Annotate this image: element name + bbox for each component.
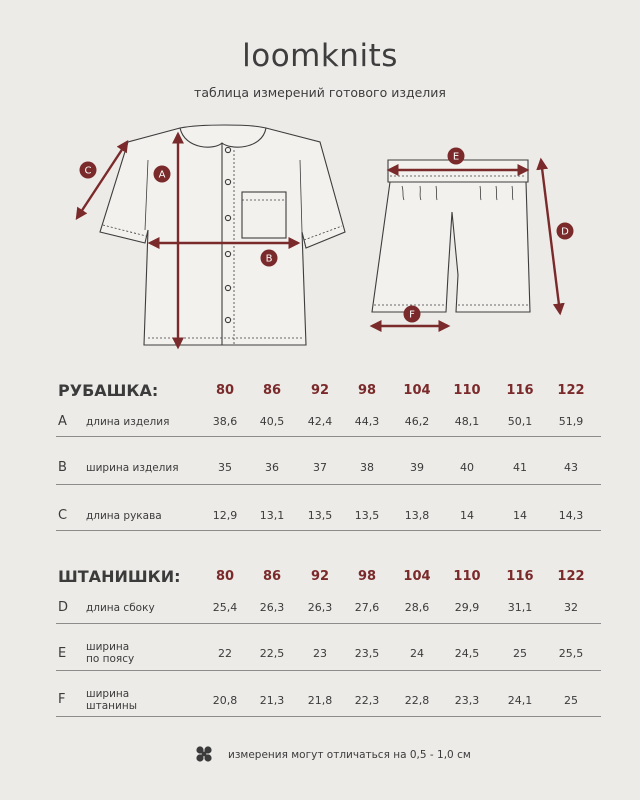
table-cell: 14,3 [558,509,584,522]
table-cell: 13,5 [354,509,380,522]
table-cell: 22,8 [404,694,430,707]
row-divider [56,670,601,671]
table-cell: 38 [360,461,374,474]
table-cell: 42,4 [307,415,333,428]
table-cell: 20,8 [212,694,238,707]
table-cell: 44,3 [354,415,380,428]
row-letter: B [58,460,67,475]
table-cell: 14 [513,509,527,522]
table-cell: 13,8 [404,509,430,522]
table-cell: 31,1 [507,601,533,614]
table-cell: 24,1 [507,694,533,707]
marker-c [80,162,97,179]
table-cell: 25,5 [558,647,584,660]
row-divider [56,716,601,717]
table-cell: 32 [564,601,578,614]
row-letter: F [58,692,66,707]
table-cell: 25,4 [212,601,238,614]
table-cell: 12,9 [212,509,238,522]
marker-d [557,223,574,240]
size-header: 116 [506,383,534,398]
row-label: длина сбоку [86,602,155,614]
table-cell: 24 [410,647,424,660]
footnote: измерения могут отличаться на 0,5 - 1,0 см [228,749,471,761]
row-divider [56,436,601,437]
svg-text:F: F [409,309,415,321]
brand-logo: loomknits [242,38,398,74]
table-cell: 36 [265,461,279,474]
size-header: 122 [557,569,585,584]
table-cell: 22 [218,647,232,660]
size-header: 122 [557,383,585,398]
marker-e [448,148,465,165]
row-letter: C [58,508,68,523]
shorts-drawing [372,160,530,312]
row-label: ширина [86,641,130,653]
size-header: 80 [215,569,235,584]
table-cell: 46,2 [404,415,430,428]
table-cell: 21,3 [259,694,285,707]
table-cell: 26,3 [307,601,333,614]
garment-illustration [0,110,640,360]
size-header: 98 [357,383,377,398]
table-cell: 21,8 [307,694,333,707]
row-divider [56,623,601,624]
table-cell: 28,6 [404,601,430,614]
table-cell: 51,9 [558,415,584,428]
table-cell: 40 [460,461,474,474]
size-header: 110 [453,383,481,398]
shirt-section-title: РУБАШКА: [58,381,159,400]
marker-f [404,306,421,323]
row-divider [56,530,601,531]
row-label: ширина [86,688,130,700]
table-cell: 25 [513,647,527,660]
pants-section-title: ШТАНИШКИ: [58,567,181,586]
table-cell: 27,6 [354,601,380,614]
table-cell: 13,5 [307,509,333,522]
svg-text:D: D [561,226,569,238]
row-label: длина рукава [86,510,162,522]
row-letter: E [58,646,67,661]
svg-text:A: A [158,169,166,181]
table-cell: 26,3 [259,601,285,614]
table-cell: 35 [218,461,232,474]
table-cell: 14 [460,509,474,522]
table-cell: 38,6 [212,415,238,428]
flower-icon [195,745,213,763]
svg-text:C: C [84,165,92,177]
row-label: ширина изделия [86,462,179,474]
table-cell: 25 [564,694,578,707]
table-cell: 48,1 [454,415,480,428]
size-header: 92 [310,569,330,584]
size-header: 116 [506,569,534,584]
row-label-line2: штанины [86,700,138,712]
row-divider [56,484,601,485]
size-header: 98 [357,569,377,584]
table-cell: 29,9 [454,601,480,614]
size-header: 80 [215,383,235,398]
size-header: 110 [453,569,481,584]
marker-b [261,250,278,267]
size-header: 104 [403,383,431,398]
size-header: 86 [262,383,282,398]
size-header: 86 [262,569,282,584]
svg-text:E: E [452,151,460,163]
table-cell: 23 [313,647,327,660]
page-subtitle: таблица измерений готового изделия [194,85,446,100]
table-cell: 41 [513,461,527,474]
row-label: длина изделия [86,416,170,428]
size-header: 92 [310,383,330,398]
table-cell: 40,5 [259,415,285,428]
row-letter: A [58,414,67,429]
svg-text:B: B [265,253,273,265]
table-cell: 22,3 [354,694,380,707]
table-cell: 43 [564,461,578,474]
table-cell: 23,5 [354,647,380,660]
row-letter: D [58,600,69,615]
table-cell: 13,1 [259,509,285,522]
table-cell: 50,1 [507,415,533,428]
marker-a [154,166,171,183]
table-cell: 37 [313,461,327,474]
table-cell: 23,3 [454,694,480,707]
table-cell: 22,5 [259,647,285,660]
size-header: 104 [403,569,431,584]
shirt-drawing [100,125,345,345]
table-cell: 24,5 [454,647,480,660]
table-cell: 39 [410,461,424,474]
row-label-line2: по поясу [86,653,135,665]
